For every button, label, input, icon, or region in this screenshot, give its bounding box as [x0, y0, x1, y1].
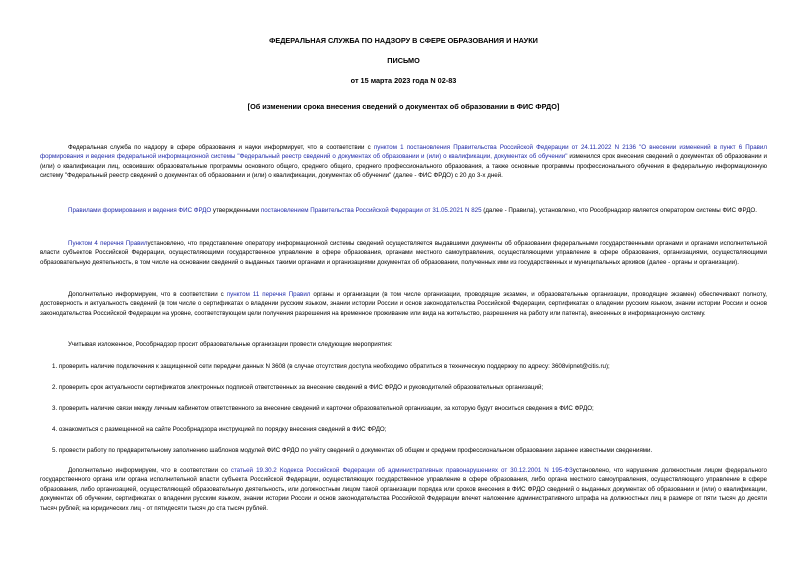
link-decree-2136[interactable]: пунктом 1 постановления Правительства Российской Федерации от 24.11.2022 N 2136 "О внесении изменений в пункт 6 Правил формирования и ведения федеральной информационной системы "Федеральный реестр сведений о документах об образовании и (или) о квалификации, документах об обучении" — [40, 144, 767, 161]
link-rules-item-11[interactable]: пунктом 11 перечня Правил — [226, 291, 311, 298]
paragraph-5: Учитывая изложенное, Рособрнадзор просит образовательные организации провести следующие мероприятия: — [68, 341, 393, 348]
document-date-number: от 15 марта 2023 года N 02-83 — [350, 76, 457, 85]
paragraph-text: Дополнительно информируем, что в соответствии с — [68, 291, 227, 298]
list-item-4: 4. ознакомиться с размещенной на сайте Рособрнадзора инструкцией по порядку внесения сведений в ФИС ФРДО; — [52, 426, 387, 433]
link-decree-825[interactable]: постановлением Правительства Российской Федерации от 31.05.2021 N 825 — [260, 207, 482, 214]
paragraph-text: утвержденными — [211, 207, 261, 214]
list-item-3: 3. проверить наличие связи между личным кабинетом ответственного за внесение сведений и карточки образовательной организации, за которую будут вноситься сведения в ФИС ФРДО; — [52, 405, 594, 412]
paragraph-text: (далее - Правила), установлено, что Рособрнадзор является оператором системы ФИС ФРДО. — [481, 207, 757, 214]
paragraph-4 — [40, 290, 767, 318]
paragraph-text: установлено, что представление оператору информационной системы сведений осуществляется выдавшими документы об образовании федеральными государственными органами и органами исполнительной власти субъектов Российской Федерации, осуществляющими государственное управление в сфере образования, органами местного самоуправления, осуществляющими управление в сфере образования, организациями, осуществляющими образовательную деятельность, в том числе на основании сведений о выданных такими органами и организациями документах об образовании, полученных ими из государственных и муниципальных архивов (далее - органы и организации). — [40, 240, 767, 266]
paragraph-text: Дополнительно информируем, что в соответствии со — [68, 467, 231, 474]
paragraph-text: Федеральная служба по надзору в сфере образования и науки информирует, что в соответствии с — [68, 144, 374, 151]
document-type: ПИСЬМО — [387, 56, 420, 65]
document-subject: [Об изменении срока внесения сведений о документах об образовании в ФИС ФРДО] — [247, 102, 560, 111]
paragraph-1 — [40, 143, 767, 181]
link-koap-19-30-2[interactable]: статьей 19.30.2 Кодекса Российской Федерации об административных правонарушениях от 30.12.2001 N 195-ФЗ — [230, 467, 573, 474]
list-item-1: 1. проверить наличие подключения к защищенной сети передачи данных N 3608 (в случае отсутствия доступа необходимо обратиться в техническую поддержку по адресу: 3608vipnet@citis.ru); — [52, 363, 610, 370]
paragraph-text: органы и организации (в том числе организации, проводящие экзамен, и образовательные организации, проводящие экзамен) обеспечивают полноту, достоверность и актуальность сведений (в том числе о сертификатах о владении русским языком, знании истории России и основ законодательства Российской Федерации, сертификатах о владении русским языком, знании истории России и основ законодательства Российской Федерации на уровне, соответствующем цели получения разрешения на временное проживание или вида на жительство, разрешения на работу или патента), внесенных в информационную систему. — [40, 291, 767, 317]
paragraph-3 — [40, 239, 767, 267]
paragraph-text: изменился срок внесения сведений о документах об образовании и (или) о квалификации лиц, освоивших образовательные программы основного общего, среднего общего, среднего профессионального образования, а также основные программы профессионального обучения в федеральную информационную систему "Федеральный реестр сведений о документах об образовании и (или) о квалификации, документах об обучении" (далее - ФИС ФРДО) с 20 до 3-х дней. — [40, 153, 767, 180]
link-rules-item-4[interactable]: Пунктом 4 перечня Правил — [68, 240, 148, 247]
paragraph-6 — [40, 466, 767, 513]
paragraph-2 — [40, 206, 767, 215]
list-item-2: 2. проверить срок актуальности сертификатов электронных подписей ответственных за внесение сведений в ФИС ФРДО и руководителей образовательных организаций; — [52, 384, 544, 391]
link-frdo-rules[interactable]: Правилами формирования и ведения ФИС ФРДО — [68, 207, 212, 214]
list-item-5: 5. провести работу по предварительному заполнению шаблонов модулей ФИС ФРДО по учёту сведений о документах об общем и среднем профессиональном образовании заранее известными сведениями. — [52, 447, 653, 454]
paragraph-text: установлено, что нарушение должностным лицом федерального государственного органа или органа исполнительной власти субъекта Российской Федерации, осуществляющих государственное управление в сфере образования, либо органа местного самоуправления, осуществляющего управление в сфере образования, либо организацией, осуществляющей образовательную деятельность, или должностным лицом такой организации порядка или сроков внесения в ФИС ФРДО сведений о выданных документах об образовании и (или) о квалификации, документах об обучении, сертификатах о владении русским языком, знании истории России и основ законодательства Российской Федерации влечет наложение административного штрафа на должностных лиц в размере от пяти тысяч до десяти тысяч рублей; на юридических лиц - от пятидесяти тысяч до ста тысяч рублей. — [40, 467, 767, 512]
agency-heading: ФЕДЕРАЛЬНАЯ СЛУЖБА ПО НАДЗОРУ В СФЕРЕ ОБРАЗОВАНИЯ И НАУКИ — [269, 36, 538, 45]
